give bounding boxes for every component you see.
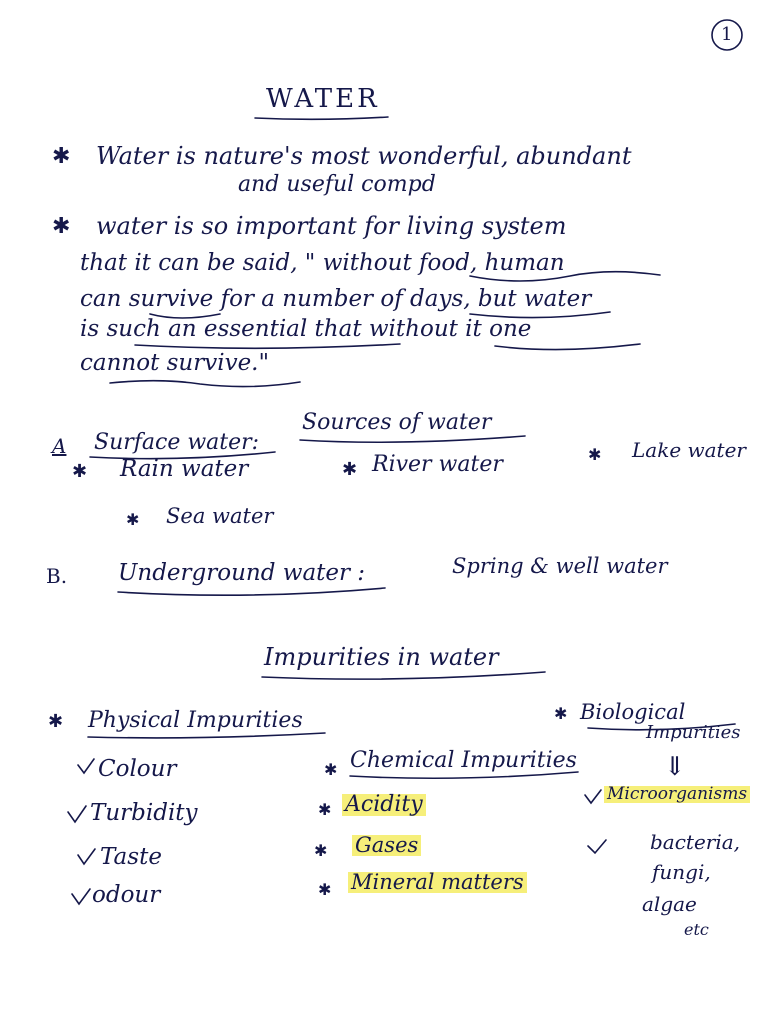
bullet-1-line-2: and useful compd — [238, 172, 436, 197]
essential-underline — [135, 344, 640, 350]
physical-item-taste: Taste — [100, 844, 162, 870]
page-title: WATER — [266, 84, 380, 114]
biological-heading-1: Biological — [580, 700, 686, 724]
bullet-star-chemical: ✱ — [324, 760, 338, 779]
bullet-star-acidity: ✱ — [318, 800, 332, 819]
lake-water: Lake water — [632, 438, 746, 462]
bullet-star-2: ✱ — [52, 214, 71, 239]
physical-underline — [88, 733, 325, 738]
bio-item-microorganisms: Microorganisms — [604, 786, 750, 803]
underground-underline — [118, 588, 385, 595]
chemical-item-acidity: Acidity — [342, 794, 426, 816]
bio-example-bacteria: bacteria, — [650, 830, 741, 854]
bullet-2-line-3: can survive for a number of days, but water — [80, 286, 592, 312]
bullet-star-rain: ✱ — [72, 461, 88, 482]
biological-heading-2: Impurities — [646, 722, 741, 743]
chemical-item-mineral-matters: Mineral matters — [348, 872, 527, 893]
impurities-underline — [262, 672, 545, 679]
bullet-2-line-4: is such an essential that without it one — [80, 316, 532, 342]
bullet-star-sea: ✱ — [126, 510, 140, 529]
bullet-star-physical: ✱ — [48, 711, 64, 732]
bio-example-fungi: fungi, — [652, 860, 711, 884]
bullet-star-river: ✱ — [342, 459, 358, 480]
impurities-heading: Impurities in water — [264, 643, 499, 671]
page-number: 1 — [721, 24, 733, 45]
down-arrow-icon: ⇓ — [664, 752, 686, 782]
tick-turbidity — [68, 806, 86, 822]
chemical-item-gases: Gases — [352, 835, 421, 856]
tick-taste — [78, 849, 95, 864]
tick-colour — [78, 759, 94, 773]
bullet-star-lake: ✱ — [588, 445, 602, 464]
title-underline — [255, 117, 388, 119]
bullet-star-biological: ✱ — [554, 704, 568, 723]
bullet-2-line-1: water is so important for living system — [96, 212, 567, 240]
bullet-1-line-1: Water is nature's most wonderful, abundant — [96, 142, 632, 170]
bullet-star-gases: ✱ — [314, 841, 328, 860]
tick-odour — [72, 889, 90, 904]
bullet-star-mineral: ✱ — [318, 880, 332, 899]
bullet-2-line-5: cannot survive." — [80, 350, 270, 376]
sources-underline — [300, 436, 525, 442]
physical-impurities-heading: Physical Impurities — [88, 708, 303, 733]
underground-water-heading: Underground water : — [118, 560, 366, 586]
surface-water-heading: Surface water: — [94, 430, 260, 455]
sea-water: Sea water — [166, 504, 274, 528]
spring-well-water: Spring & well water — [452, 554, 668, 578]
bullet-2-line-2: that it can be said, " without food, human — [80, 250, 565, 276]
sources-heading: Sources of water — [302, 410, 492, 435]
cannot-survive-underline — [110, 381, 300, 387]
section-b-label: B. — [46, 564, 68, 588]
physical-item-odour: odour — [92, 882, 161, 908]
river-water: River water — [372, 452, 503, 477]
bullet-star-1: ✱ — [52, 144, 71, 169]
bio-example-etc: etc — [684, 920, 709, 939]
bio-example-algae: algae — [642, 892, 697, 916]
physical-item-colour: Colour — [98, 756, 177, 782]
rain-water: Rain water — [120, 456, 249, 482]
tick-bacteria — [588, 840, 606, 853]
physical-item-turbidity: Turbidity — [90, 800, 198, 826]
tick-microorganisms — [585, 790, 601, 803]
section-a-label: A — [52, 434, 67, 458]
chemical-impurities-heading: Chemical Impurities — [350, 748, 577, 773]
